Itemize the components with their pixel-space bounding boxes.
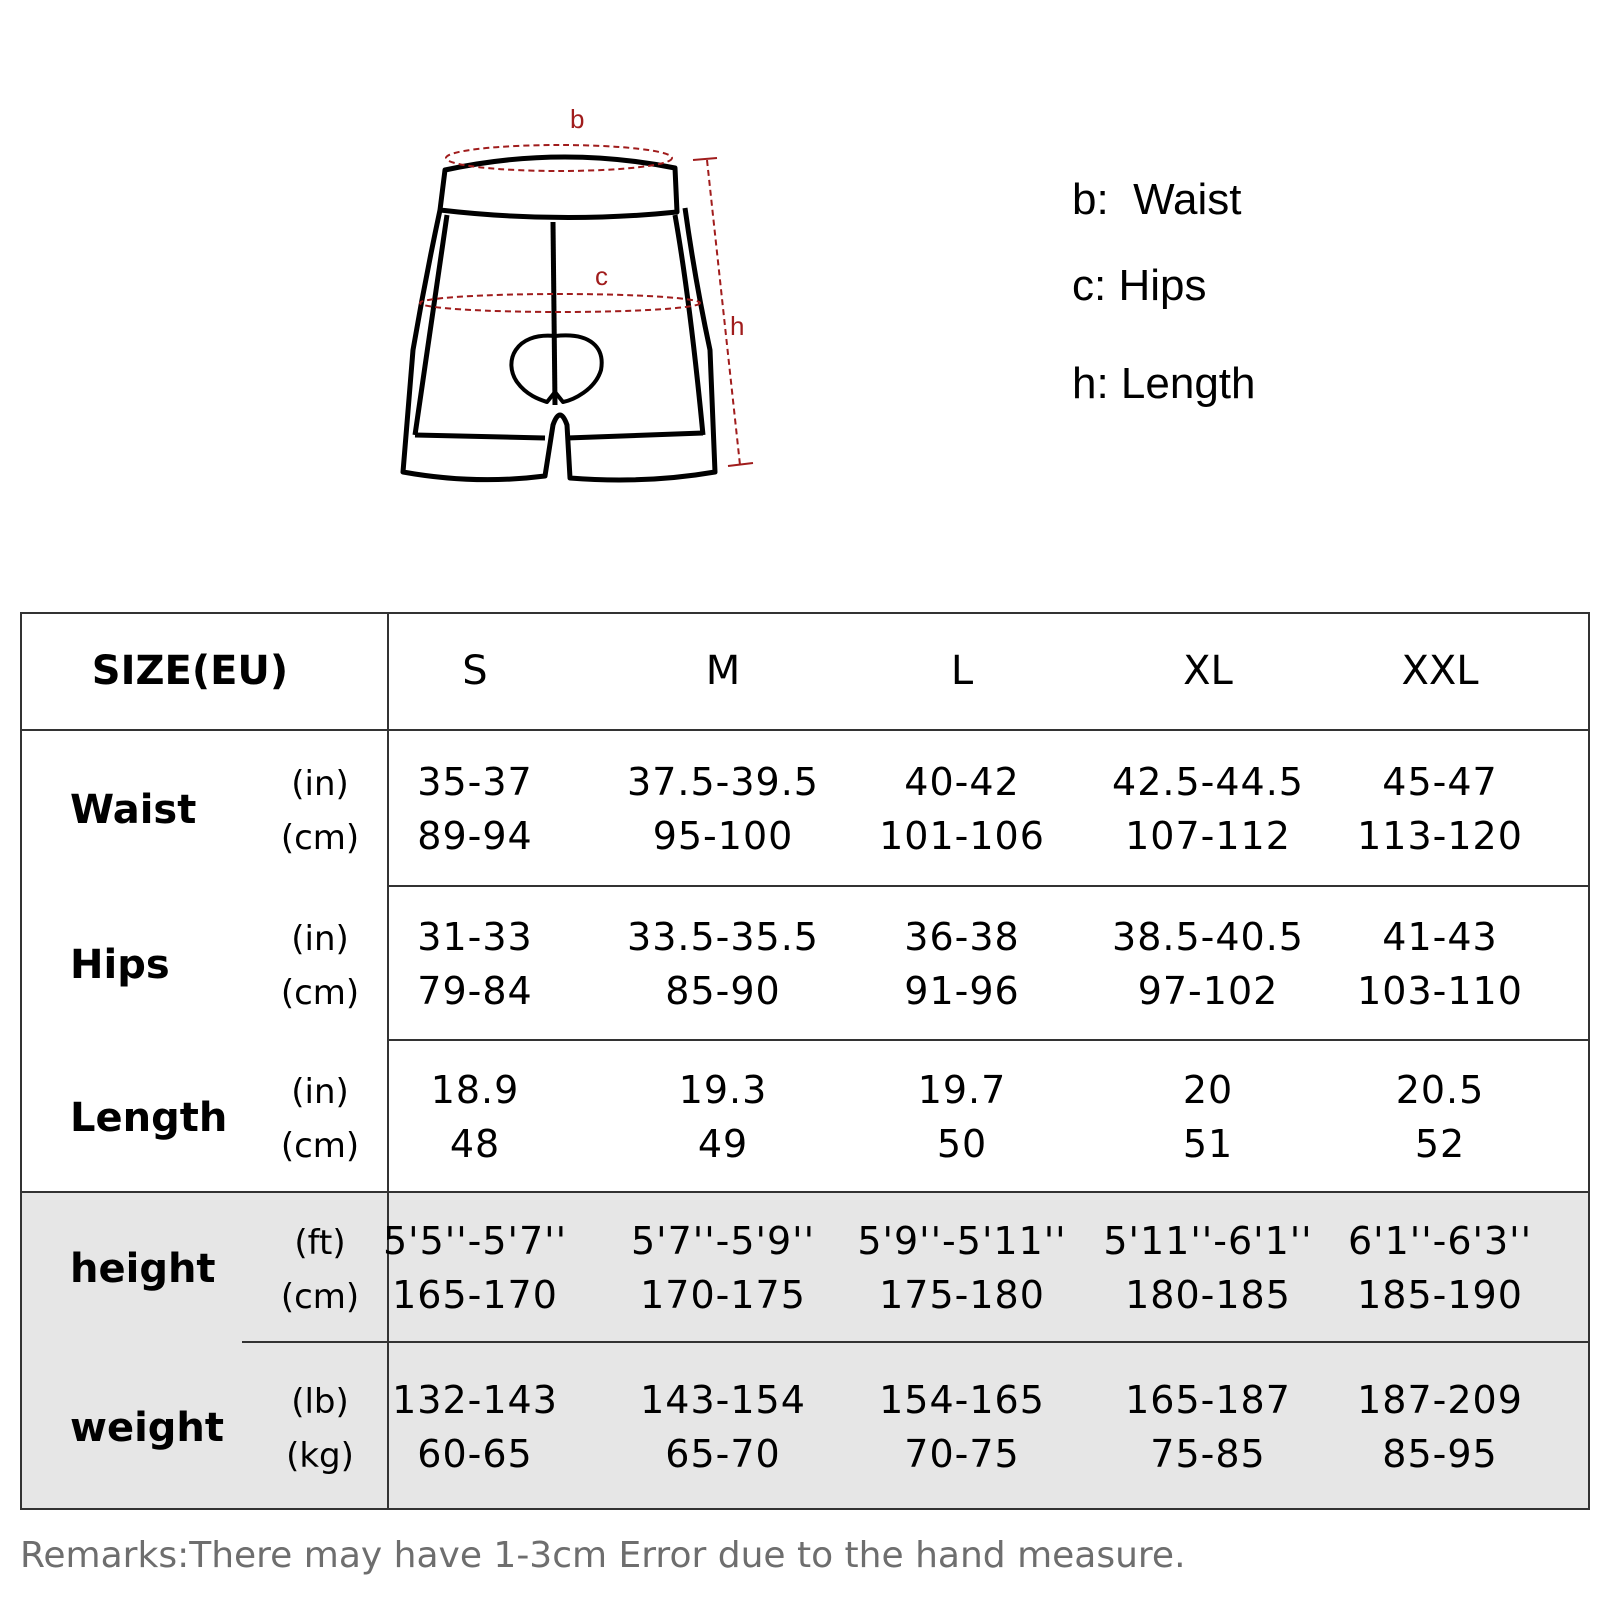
cell-length-s-2: 48: [449, 1122, 501, 1166]
cell-weight-l-2: 70-75: [904, 1432, 1020, 1476]
size-header-label: SIZE(EU): [91, 648, 289, 694]
cell-hips-m-2: 85-90: [665, 969, 781, 1013]
cell-waist-l-2: 101-106: [879, 814, 1045, 858]
unit-height-1: (ft): [294, 1223, 346, 1263]
legend-hips: c: Hips: [1072, 261, 1207, 310]
cell-weight-xl-2: 75-85: [1150, 1432, 1266, 1476]
cell-waist-xxl-1: 45-47: [1382, 760, 1498, 804]
unit-weight-2: (kg): [286, 1436, 354, 1476]
cell-length-xl-2: 51: [1182, 1122, 1234, 1166]
cell-waist-m-1: 37.5-39.5: [627, 760, 819, 804]
cell-length-xl-1: 20: [1182, 1068, 1234, 1112]
cell-waist-xl-2: 107-112: [1125, 814, 1291, 858]
row-label-height: height: [70, 1246, 216, 1292]
unit-waist-1: (in): [291, 764, 349, 804]
cell-length-l-2: 50: [936, 1122, 988, 1166]
unit-length-1: (in): [291, 1072, 349, 1112]
cell-hips-xl-2: 97-102: [1137, 969, 1279, 1013]
unit-length-2: (cm): [280, 1126, 360, 1166]
cell-waist-l-1: 40-42: [904, 760, 1020, 804]
cell-hips-xxl-2: 103-110: [1357, 969, 1523, 1013]
row-label-waist: Waist: [70, 787, 197, 833]
measurement-marks: [420, 145, 740, 465]
cell-height-xxl-1: 6'1''-6'3'': [1347, 1219, 1533, 1263]
cell-length-s-1: 18.9: [430, 1068, 520, 1112]
unit-waist-2: (cm): [280, 818, 360, 858]
waist-letter: b: [570, 104, 585, 134]
cell-weight-xxl-1: 187-209: [1357, 1378, 1523, 1422]
shorts-measurement-diagram: [395, 100, 775, 500]
length-letter: h: [730, 311, 745, 341]
size-column-s: S: [462, 648, 488, 694]
cell-hips-l-1: 36-38: [904, 915, 1020, 959]
cell-height-m-1: 5'7''-5'9'': [630, 1219, 816, 1263]
cell-weight-xxl-2: 85-95: [1382, 1432, 1498, 1476]
legend-waist: b: Waist: [1072, 175, 1242, 224]
cell-hips-xxl-1: 41-43: [1382, 915, 1498, 959]
cell-length-m-2: 49: [697, 1122, 749, 1166]
cell-hips-l-2: 91-96: [904, 969, 1020, 1013]
hips-letter: c: [595, 261, 608, 291]
unit-height-2: (cm): [280, 1277, 360, 1317]
size-column-xxl: XXL: [1401, 648, 1479, 694]
cell-weight-m-2: 65-70: [665, 1432, 781, 1476]
cell-height-xxl-2: 185-190: [1357, 1273, 1523, 1317]
cell-hips-xl-1: 38.5-40.5: [1112, 915, 1304, 959]
size-chart-table: [20, 612, 1590, 1510]
cell-waist-xl-1: 42.5-44.5: [1112, 760, 1304, 804]
cell-weight-l-1: 154-165: [879, 1378, 1045, 1422]
row-label-weight: weight: [70, 1405, 225, 1451]
hips-measure-line: [420, 294, 700, 312]
cell-weight-xl-1: 165-187: [1125, 1378, 1291, 1422]
cell-length-xxl-1: 20.5: [1395, 1068, 1485, 1112]
cell-hips-s-1: 31-33: [417, 915, 533, 959]
unit-hips-2: (cm): [280, 973, 360, 1013]
cell-length-xxl-2: 52: [1414, 1122, 1466, 1166]
remarks-note: Remarks:There may have 1-3cm Error due to the hand measure.: [20, 1535, 1186, 1576]
cell-height-l-1: 5'9''-5'11'': [857, 1219, 1067, 1263]
size-column-l: L: [950, 648, 974, 694]
legend-length: h: Length: [1072, 359, 1256, 408]
cell-weight-m-1: 143-154: [640, 1378, 806, 1422]
size-column-xl: XL: [1183, 648, 1233, 694]
cell-height-s-2: 165-170: [392, 1273, 558, 1317]
cell-waist-s-1: 35-37: [417, 760, 533, 804]
cell-waist-xxl-2: 113-120: [1357, 814, 1523, 858]
cell-hips-m-1: 33.5-35.5: [627, 915, 819, 959]
unit-hips-1: (in): [291, 919, 349, 959]
cell-height-l-2: 175-180: [879, 1273, 1045, 1317]
cell-weight-s-2: 60-65: [417, 1432, 533, 1476]
cell-weight-s-1: 132-143: [392, 1378, 558, 1422]
unit-weight-1: (lb): [291, 1382, 349, 1422]
cell-waist-s-2: 89-94: [417, 814, 533, 858]
cell-length-l-1: 19.7: [917, 1068, 1007, 1112]
cell-height-xl-1: 5'11''-6'1'': [1103, 1219, 1313, 1263]
cell-height-s-1: 5'5''-5'7'': [382, 1219, 568, 1263]
cell-length-m-1: 19.3: [678, 1068, 768, 1112]
table-grid: [20, 612, 1590, 1510]
shorts-outline: [403, 157, 715, 480]
row-label-hips: Hips: [70, 942, 170, 988]
size-column-m: M: [705, 648, 741, 694]
cell-waist-m-2: 95-100: [652, 814, 794, 858]
cell-height-m-2: 170-175: [640, 1273, 806, 1317]
cell-hips-s-2: 79-84: [417, 969, 533, 1013]
cell-height-xl-2: 180-185: [1125, 1273, 1291, 1317]
row-label-length: Length: [70, 1095, 228, 1141]
